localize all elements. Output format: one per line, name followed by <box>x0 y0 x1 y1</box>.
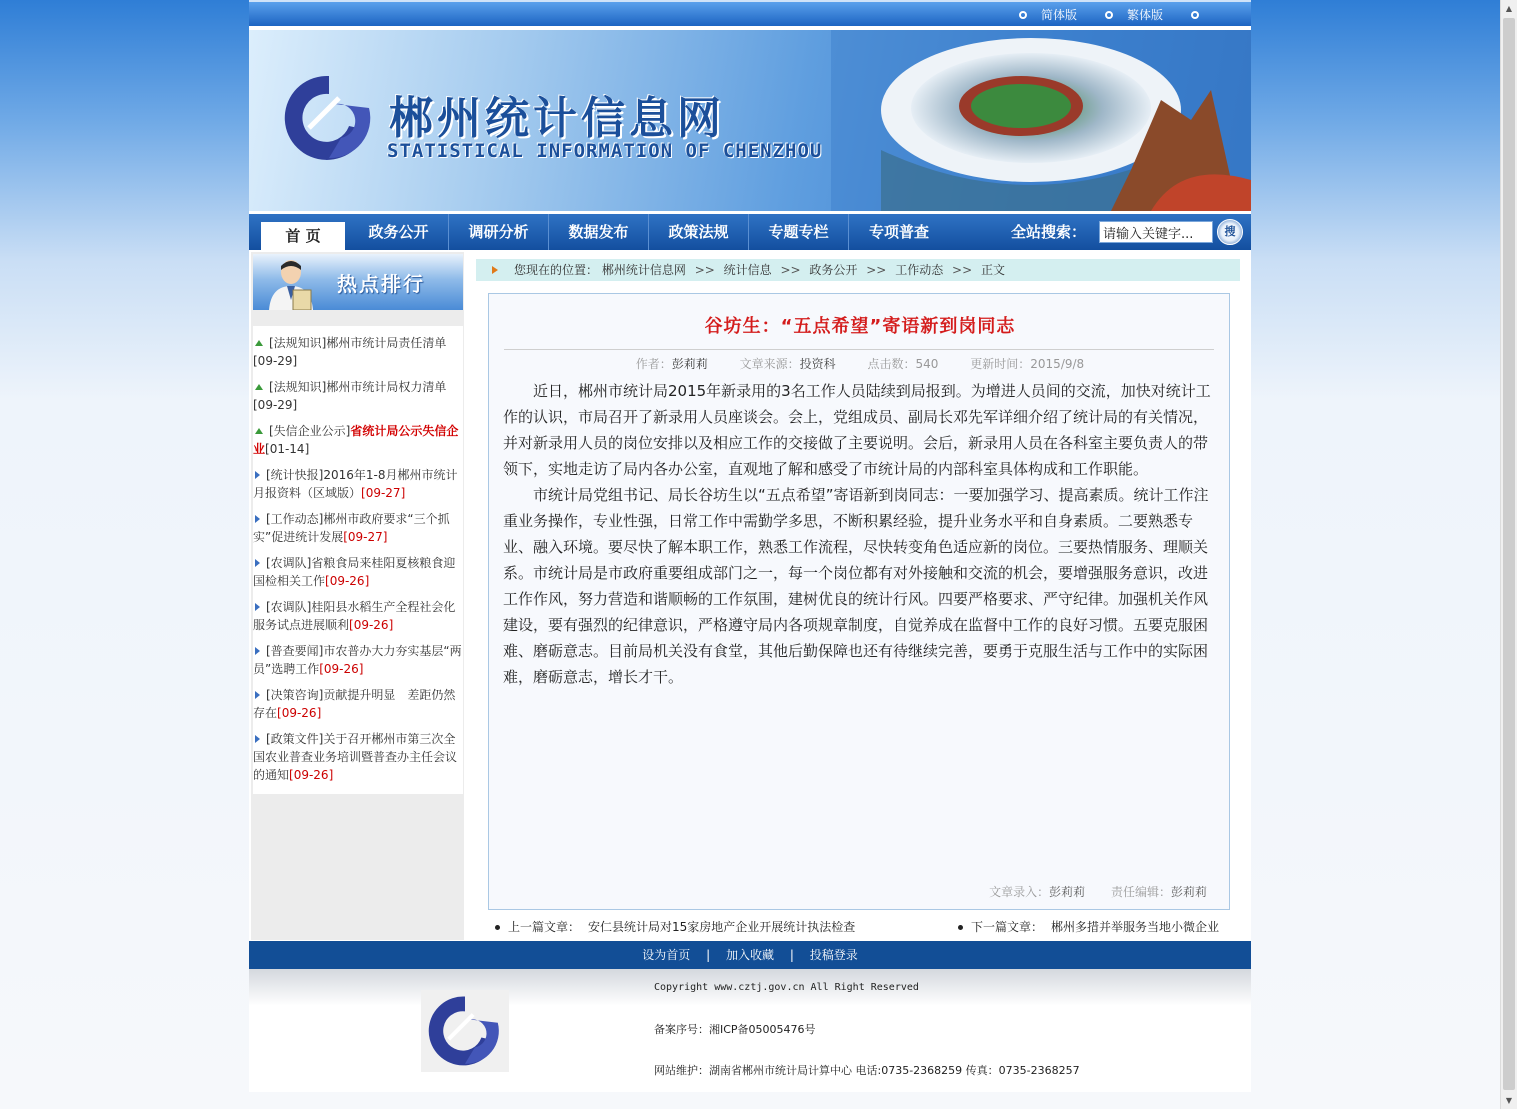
bullet-icon <box>958 925 963 930</box>
next-article <box>958 918 1219 935</box>
stadium-image-icon <box>831 30 1251 211</box>
breadcrumb-separator: >> <box>780 263 801 277</box>
clicks-label: 点击数： <box>867 357 916 371</box>
bullet-icon <box>495 925 500 930</box>
list-item[interactable] <box>253 326 463 370</box>
article-body <box>503 378 1215 690</box>
footer-links-bar <box>249 941 1251 969</box>
breadcrumb-separator: >> <box>866 263 887 277</box>
list-item-date: [09-26] <box>319 662 364 676</box>
icp-record: 备案序号：湘ICP备05005476号 <box>654 1023 816 1036</box>
list-item-title[interactable]: 市农普办大力夯实基层“两员”选聘工作 <box>253 644 462 676</box>
list-item-tag: [普查要闻] <box>266 644 324 658</box>
list-item[interactable] <box>253 458 463 502</box>
set-homepage-link[interactable]: 设为首页 <box>642 948 691 962</box>
footer-logo-icon <box>421 990 509 1072</box>
hot-ranking-list <box>253 326 463 794</box>
list-item-date: [09-29] <box>253 398 298 412</box>
banner <box>249 30 1251 211</box>
list-item-title[interactable]: 贡献提升明显 差距仍然存在 <box>253 688 456 720</box>
prev-article <box>495 918 855 935</box>
right-arrow-icon <box>255 515 260 523</box>
language-links <box>991 6 1199 23</box>
list-item-title[interactable]: 省粮食局来桂阳夏核粮食迎国检相关工作 <box>253 556 456 588</box>
right-arrow-icon <box>255 647 260 655</box>
person-icon <box>263 256 319 310</box>
scrollbar-thumb[interactable] <box>1503 18 1515 1090</box>
submission-login-link[interactable]: 投稿登录 <box>809 948 858 962</box>
top-bar <box>249 0 1251 26</box>
clicks-value: 540 <box>915 357 939 371</box>
prev-label: 上一篇文章： <box>508 920 581 934</box>
breadcrumb-separator: >> <box>952 263 973 277</box>
traditional-link[interactable]: 繁体版 <box>1126 8 1163 22</box>
list-item[interactable] <box>253 722 463 784</box>
bullet-icon <box>1019 11 1027 19</box>
entry-label: 文章录入： <box>989 885 1050 899</box>
search-input[interactable] <box>1099 221 1213 243</box>
hot-ranking-header <box>253 254 463 310</box>
search-button[interactable]: 搜 <box>1217 219 1243 245</box>
breadcrumb-item[interactable]: 工作动态 <box>895 263 944 277</box>
right-arrow-icon <box>255 559 260 567</box>
footer <box>249 969 1251 1092</box>
hot-ranking-title: 热点排行 <box>337 272 425 296</box>
up-arrow-icon <box>255 428 263 434</box>
list-item-date: [09-27] <box>361 486 406 500</box>
footer-separator: | <box>706 948 711 962</box>
source-label: 文章来源： <box>739 357 800 371</box>
divider <box>504 349 1214 350</box>
list-item[interactable] <box>253 590 463 634</box>
site-subtitle: STATISTICAL INFORMATION OF CHENZHOU <box>387 140 823 162</box>
breadcrumb-item[interactable]: 郴州统计信息网 <box>601 263 686 277</box>
list-item-tag: [政策文件] <box>266 732 324 746</box>
list-item[interactable] <box>253 370 463 414</box>
article-credits <box>989 883 1207 900</box>
list-item-tag: [法规知识] <box>269 336 327 350</box>
entry-value: 彭莉莉 <box>1049 885 1086 899</box>
right-arrow-icon <box>255 735 260 743</box>
list-item-tag: [农调队] <box>266 600 312 614</box>
list-item-date: [09-26] <box>325 574 370 588</box>
nav-item-home[interactable]: 首 页 <box>261 222 345 250</box>
editor-label: 责任编辑： <box>1110 885 1171 899</box>
list-item-date: [09-26] <box>277 706 322 720</box>
list-item-tag: [工作动态] <box>266 512 324 526</box>
maintenance-info: 网站维护：湖南省郴州市统计局计算中心 电话:0735-2368259 传真：0735-2368257 <box>654 1064 1080 1077</box>
add-favorite-link[interactable]: 加入收藏 <box>725 948 774 962</box>
prev-next-nav <box>495 918 1231 936</box>
list-item-tag: [农调队] <box>266 556 312 570</box>
breadcrumb-separator: >> <box>694 263 715 277</box>
breadcrumb-arrow-icon <box>492 266 498 274</box>
breadcrumb-label: 您现在的位置： <box>514 263 599 277</box>
list-item-title[interactable]: 省统计局公示失信企业 <box>253 424 459 456</box>
article <box>488 293 1230 910</box>
list-item[interactable] <box>253 502 463 546</box>
up-arrow-icon <box>255 340 263 346</box>
author-value: 彭莉莉 <box>671 357 708 371</box>
nav-item-special-topics[interactable]: 专题专栏 <box>749 214 849 250</box>
vertical-scrollbar[interactable] <box>1500 0 1517 1109</box>
list-item-title[interactable]: 郴州市统计局责任清单 <box>326 336 447 350</box>
updated-value: 2015/9/8 <box>1030 357 1085 371</box>
list-item-tag: [法规知识] <box>269 380 327 394</box>
next-article-link[interactable]: 郴州多措并举服务当地小微企业 <box>1050 920 1219 934</box>
list-item-date: [09-29] <box>253 354 298 368</box>
bullet-icon <box>1105 11 1113 19</box>
sidebar <box>251 252 464 940</box>
right-arrow-icon <box>255 471 260 479</box>
right-arrow-icon <box>255 603 260 611</box>
article-paragraph: 市统计局党组书记、局长谷坊生以“五点希望”寄语新到岗同志：一要加强学习、提高素质。统计工作注重业务操作，专业性强，日常工作中需勤学多思，不断积累经验，提升业务水平和自身素质。二要熟悉专业、融入环境。要尽快了解本职工作，熟悉工作流程，尽快转变角色适应新的岗位。三要热情服务、理顺关系。市统计局是市政府重要组成部门之一，每一个岗位都有对外接触和交流的机会，要增强服务意识，改进工作作风，努力营造和谐顺畅的工作氛围，建树优良的统计行风。四要严格要求、严守纪律。加强机关作风建设，要有强烈的纪律意识，严格遵守局内各项规章制度，自觉养成在监督中工作的良好习惯。五要克服困难、磨砺意志。目前局机关没有食堂，其他后勤保障也还有待继续完善，要勇于克服生活与工作中的实际困难，磨砺意志，增长才干。 <box>503 486 1209 686</box>
breadcrumb-item[interactable]: 统计信息 <box>723 263 772 277</box>
search-label: 全站搜索： <box>1011 223 1087 241</box>
list-item-title[interactable]: 2016年1-8月郴州市统计月报资料（区域版） <box>253 468 458 500</box>
list-item[interactable] <box>253 414 463 458</box>
editor-value: 彭莉莉 <box>1170 885 1207 899</box>
article-meta <box>489 355 1231 372</box>
list-item-tag: [统计快报] <box>266 468 324 482</box>
scroll-up-arrow-icon[interactable]: ▲ <box>1505 4 1513 13</box>
author-label: 作者： <box>635 357 672 371</box>
list-item-tag: [失信企业公示] <box>269 424 351 438</box>
updated-label: 更新时间： <box>970 357 1031 371</box>
nav-item-data-release[interactable]: 数据发布 <box>549 214 649 250</box>
site-title: 郴州统计信息网 <box>389 93 725 144</box>
list-item-title[interactable]: 郴州市政府要求“三个抓实”促进统计发展 <box>253 512 450 544</box>
up-arrow-icon <box>255 384 263 390</box>
copyright: Copyright www.cztj.gov.cn All Right Reserved <box>654 982 919 993</box>
scroll-down-arrow-icon[interactable]: ▼ <box>1505 1096 1513 1105</box>
bullet-icon <box>1191 11 1199 19</box>
list-item-title[interactable]: 桂阳县水稻生产全程社会化服务试点进展顺利 <box>253 600 456 632</box>
list-item-date: [09-26] <box>289 768 334 782</box>
next-label: 下一篇文章： <box>970 920 1043 934</box>
list-item[interactable] <box>253 546 463 590</box>
article-paragraph: 近日，郴州市统计局2015年新录用的3名工作人员陆续到局报到。为增进人员间的交流，加快对统计工作的认识，市局召开了新录用人员座谈会。会上，党组成员、副局长邓先军详细介绍了统计局的有关情况，并对新录用人员的岗位安排以及相应工作的交接做了主要说明。会后，新录用人员在各科室主要负责人的带领下，实地走访了局内各办公室，直观地了解和感受了市统计局的内部科室具体构成和工作职能。 <box>503 382 1211 478</box>
list-item[interactable] <box>253 634 463 678</box>
nav-item-government-affairs[interactable]: 政务公开 <box>349 214 449 250</box>
right-arrow-icon <box>255 691 260 699</box>
simplified-link[interactable]: 简体版 <box>1040 8 1077 22</box>
list-item-date: [01-14] <box>265 442 310 456</box>
list-item-tag: [决策咨询] <box>266 688 324 702</box>
nav-item-policy[interactable]: 政策法规 <box>649 214 749 250</box>
list-item-date: [09-27] <box>343 530 388 544</box>
list-item-title[interactable]: 关于召开郴州市第三次全国农业普查业务培训暨普查办主任会议的通知 <box>253 732 458 782</box>
breadcrumb-item[interactable]: 政务公开 <box>809 263 858 277</box>
list-item-title[interactable]: 郴州市统计局权力清单 <box>326 380 447 394</box>
article-title: 谷坊生：“五点希望”寄语新到岗同志 <box>704 316 1016 337</box>
breadcrumb <box>476 259 1240 281</box>
list-item[interactable] <box>253 678 463 722</box>
footer-logo <box>421 990 509 1072</box>
source-value: 投资科 <box>799 357 836 371</box>
nav-item-census[interactable]: 专项普查 <box>868 223 929 241</box>
footer-separator: | <box>789 948 794 962</box>
list-item-date: [09-26] <box>349 618 394 632</box>
site-logo-icon <box>279 68 379 168</box>
main-nav <box>249 214 1251 250</box>
page <box>249 0 1251 1092</box>
nav-item-research[interactable]: 调研分析 <box>449 214 549 250</box>
prev-article-link[interactable]: 安仁县统计局对15家房地产企业开展统计执法检查 <box>588 920 856 934</box>
breadcrumb-item-current: 正文 <box>980 263 1005 277</box>
